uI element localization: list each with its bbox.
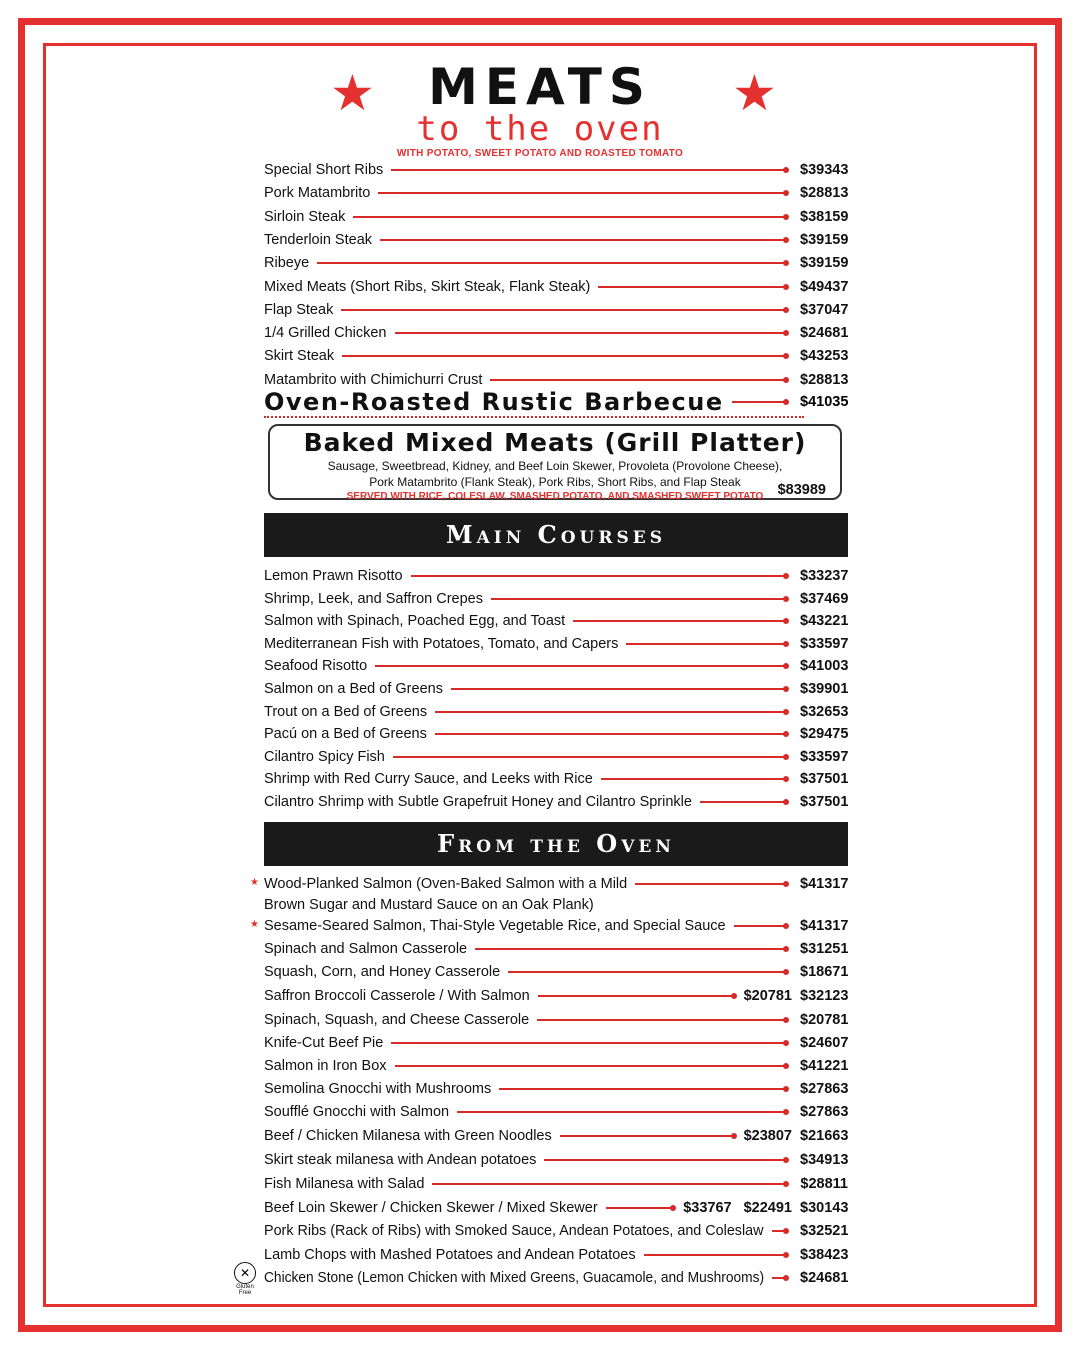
menu-item-price: $18671 bbox=[800, 964, 849, 980]
menu-item-row bbox=[264, 1101, 848, 1123]
menu-item-price: $38159 bbox=[800, 208, 849, 225]
menu-item-price: $49437 bbox=[800, 278, 849, 295]
menu-item-name: Lamb Chops with Mashed Potatoes and Andean Potatoes bbox=[264, 1247, 636, 1263]
menu-item-price: $28811 bbox=[800, 1176, 848, 1192]
menu-item-name-line2: Brown Sugar and Mustard Sauce on an Oak Plank) bbox=[264, 897, 594, 913]
menu-item-name: Flap Steak bbox=[264, 301, 334, 318]
leader-line bbox=[490, 379, 786, 381]
menu-item-row bbox=[264, 229, 848, 251]
gluten-free-icon: ✕ bbox=[234, 1262, 256, 1284]
menu-item-price: $31251 bbox=[800, 941, 849, 957]
menu-item-name: Trout on a Bed of Greens bbox=[264, 703, 428, 720]
menu-item-row bbox=[264, 1220, 848, 1242]
leader-line bbox=[573, 620, 786, 622]
menu-item-row bbox=[264, 1149, 848, 1171]
leader-line bbox=[626, 643, 786, 645]
menu-item-row bbox=[264, 1032, 848, 1054]
menu-item-price: $28813 bbox=[800, 185, 849, 202]
menu-item-row bbox=[264, 678, 848, 700]
menu-item-row bbox=[264, 655, 848, 677]
platter-desc-2: Pork Matambrito (Flank Steak), Pork Ribs, Short Ribs, and Flap Steak bbox=[369, 475, 741, 489]
menu-item-alt-price-2: $22491 bbox=[743, 1200, 792, 1216]
leader-line bbox=[457, 1111, 786, 1113]
menu-item-name: Shrimp, Leek, and Saffron Crepes bbox=[264, 590, 483, 607]
menu-item-row bbox=[264, 1173, 848, 1195]
menu-item-name: Salmon on a Bed of Greens bbox=[264, 681, 443, 697]
menu-item-alt-price: $33767 bbox=[683, 1200, 732, 1216]
menu-item-name: Saffron Broccoli Casserole / With Salmon bbox=[264, 988, 530, 1004]
menu-item-row bbox=[264, 1244, 848, 1266]
menu-item-row bbox=[264, 276, 848, 298]
menu-item-name: Pork Matambrito bbox=[264, 185, 371, 202]
leader-line bbox=[411, 575, 786, 577]
platter-price: $83989 bbox=[777, 482, 826, 498]
leader-line bbox=[353, 216, 786, 218]
menu-item-price: $32123 bbox=[800, 988, 849, 1004]
leader-line bbox=[380, 239, 786, 241]
menu-item-name: Skirt Steak bbox=[264, 348, 335, 365]
leader-line bbox=[544, 1159, 786, 1161]
section-script-title: to the oven bbox=[416, 109, 664, 149]
menu-item-row bbox=[264, 1078, 848, 1100]
menu-item-name: Chicken Stone (Lemon Chicken with Mixed Greens, Guacamole, and Mushrooms) bbox=[264, 1270, 765, 1286]
menu-item-price: $29475 bbox=[800, 726, 849, 743]
menu-item-row bbox=[264, 1125, 848, 1147]
menu-item-name: Seafood Risotto bbox=[264, 658, 368, 675]
leader-line bbox=[391, 169, 786, 171]
menu-item-row bbox=[264, 701, 848, 723]
menu-item-name: Wood-Planked Salmon (Oven-Baked Salmon with a Mild bbox=[264, 876, 628, 892]
leader-line bbox=[393, 756, 786, 758]
menu-item-row bbox=[264, 985, 848, 1007]
menu-item-name: Shrimp with Red Curry Sauce, and Leeks with Rice bbox=[264, 771, 593, 788]
menu-item-price: $20781 bbox=[800, 1012, 849, 1028]
leader-line bbox=[772, 1230, 786, 1232]
menu-item-name: Pacú on a Bed of Greens bbox=[264, 726, 427, 743]
leader-line bbox=[395, 332, 787, 334]
menu-item-price: $43253 bbox=[800, 348, 849, 365]
menu-item-price: $24681 bbox=[800, 325, 849, 342]
menu-item-name: Fish Milanesa with Salad bbox=[264, 1176, 425, 1192]
menu-item-price: $39159 bbox=[800, 255, 849, 272]
menu-item-row bbox=[264, 322, 848, 344]
menu-item-name: Spinach and Salmon Casserole bbox=[264, 941, 468, 957]
menu-item-name: Beef / Chicken Milanesa with Green Noodles bbox=[264, 1128, 552, 1144]
leader-line bbox=[317, 262, 786, 264]
leader-line bbox=[508, 971, 786, 973]
menu-item-row bbox=[264, 299, 848, 321]
menu-item-name: Ribeye bbox=[264, 255, 310, 272]
menu-item-name: Sesame-Seared Salmon, Thai-Style Vegetable Rice, and Special Sauce bbox=[264, 918, 726, 934]
menu-item-price: $24681 bbox=[800, 1270, 849, 1286]
menu-item-row bbox=[264, 1009, 848, 1031]
menu-item-price: $33237 bbox=[800, 568, 849, 584]
main-courses-banner: Main Courses bbox=[264, 513, 848, 557]
menu-item-name: Salmon with Spinach, Poached Egg, and Toast bbox=[264, 613, 566, 630]
menu-item-row bbox=[264, 791, 848, 813]
leader-line bbox=[378, 192, 786, 194]
menu-item-price: $37501 bbox=[800, 794, 849, 810]
section-title: MEATS bbox=[428, 58, 652, 116]
leader-line bbox=[435, 711, 786, 713]
menu-item-price: $37501 bbox=[800, 771, 849, 788]
menu-item-price: $43221 bbox=[800, 613, 849, 630]
leader-line bbox=[538, 995, 734, 997]
star-icon: ★ bbox=[250, 919, 259, 930]
menu-item-row bbox=[264, 938, 848, 960]
menu-item-row bbox=[264, 206, 848, 228]
menu-item-name: 1/4 Grilled Chicken bbox=[264, 325, 387, 342]
leader-line bbox=[499, 1088, 786, 1090]
menu-item-price: $33597 bbox=[800, 748, 849, 765]
menu-item-name: Sirloin Steak bbox=[264, 208, 346, 225]
leader-line bbox=[451, 688, 786, 690]
menu-item-row bbox=[264, 1267, 848, 1289]
menu-item-alt-price: $23807 bbox=[743, 1128, 792, 1144]
section-subtitle: WITH POTATO, SWEET POTATO AND ROASTED TOMATO bbox=[396, 148, 684, 159]
leader-line bbox=[601, 778, 786, 780]
gluten-free-badge bbox=[232, 1262, 258, 1296]
menu-item-name: Cilantro Spicy Fish bbox=[264, 748, 385, 765]
leader-line bbox=[635, 883, 786, 885]
leader-line bbox=[700, 801, 786, 803]
leader-line bbox=[391, 1042, 786, 1044]
leader-line bbox=[732, 401, 786, 403]
menu-item-name: Cilantro Shrimp with Subtle Grapefruit Honey and Cilantro Sprinkle bbox=[264, 794, 692, 810]
menu-item-row bbox=[264, 915, 848, 937]
leader-line bbox=[537, 1019, 786, 1021]
menu-item-row bbox=[264, 588, 848, 610]
menu-item-name: Mediterranean Fish with Potatoes, Tomato, and Capers bbox=[264, 635, 619, 652]
leader-line bbox=[772, 1277, 786, 1279]
menu-item-row bbox=[264, 345, 848, 367]
menu-item-price: $28813 bbox=[800, 371, 849, 388]
menu-item-name: Spinach, Squash, and Cheese Casserole bbox=[264, 1012, 530, 1028]
menu-item-row bbox=[264, 873, 848, 895]
leader-line bbox=[395, 1065, 786, 1067]
platter-title: Baked Mixed Meats (Grill Platter) bbox=[303, 428, 807, 457]
leader-line bbox=[375, 665, 786, 667]
platter-desc-1: Sausage, Sweetbread, Kidney, and Beef Loin Skewer, Provoleta (Provolone Cheese), bbox=[327, 459, 783, 473]
leader-line bbox=[606, 1207, 674, 1209]
star-icon-right: ★ bbox=[732, 65, 777, 121]
menu-item-name: Salmon in Iron Box bbox=[264, 1058, 387, 1074]
dotted-underline bbox=[264, 416, 804, 418]
menu-item-price: $32521 bbox=[800, 1223, 849, 1239]
menu-item-alt-price: $20781 bbox=[743, 988, 792, 1004]
leader-line bbox=[598, 286, 786, 288]
menu-item-name: Lemon Prawn Risotto bbox=[264, 568, 403, 584]
menu-item-row bbox=[264, 961, 848, 983]
leader-line bbox=[342, 355, 786, 357]
menu-item-price: $27863 bbox=[800, 1104, 849, 1120]
menu-item-row bbox=[264, 182, 848, 204]
menu-item-name: Beef Loin Skewer / Chicken Skewer / Mixed Skewer bbox=[264, 1200, 598, 1216]
menu-item-row bbox=[264, 159, 848, 181]
leader-line bbox=[644, 1254, 786, 1256]
menu-item-price: $27863 bbox=[800, 1081, 849, 1097]
menu-item-name: Mixed Meats (Short Ribs, Skirt Steak, Flank Steak) bbox=[264, 278, 591, 295]
platter-box bbox=[268, 424, 842, 500]
menu-item-row bbox=[264, 610, 848, 632]
menu-item-name: Special Short Ribs bbox=[264, 162, 384, 178]
menu-item-price: $32653 bbox=[800, 703, 849, 720]
menu-item-row bbox=[264, 1055, 848, 1077]
leader-line bbox=[491, 598, 786, 600]
leader-line bbox=[560, 1135, 734, 1137]
from-oven-banner: From the Oven bbox=[264, 822, 848, 866]
menu-item-row bbox=[264, 723, 848, 745]
menu-header bbox=[0, 60, 1080, 159]
menu-item-price: $37469 bbox=[800, 590, 849, 607]
menu-item-name: Semolina Gnocchi with Mushrooms bbox=[264, 1081, 492, 1097]
gluten-free-label: Gluten Free bbox=[236, 1284, 254, 1296]
leader-line bbox=[432, 1183, 786, 1185]
star-icon-left: ★ bbox=[330, 65, 375, 121]
menu-item-name: Skirt steak milanesa with Andean potatoes bbox=[264, 1152, 537, 1168]
menu-item-price: $41317 bbox=[800, 876, 849, 892]
menu-item-row bbox=[264, 565, 848, 587]
menu-item-price: $41221 bbox=[800, 1058, 849, 1074]
menu-item-price: $39343 bbox=[800, 162, 849, 178]
menu-item-row bbox=[264, 746, 848, 768]
menu-item-name: Soufflé Gnocchi with Salmon bbox=[264, 1104, 450, 1120]
menu-item-row bbox=[264, 1197, 848, 1219]
menu-item-price: $34913 bbox=[800, 1152, 849, 1168]
platter-served: SERVED WITH RICE, COLESLAW, SMASHED POTATO, AND SMASHED SWEET POTATO bbox=[346, 491, 764, 502]
menu-item-price: $30143 bbox=[800, 1200, 849, 1216]
barbecue-row bbox=[264, 388, 848, 416]
menu-item-price: $41003 bbox=[800, 658, 849, 675]
menu-item-name: Pork Ribs (Rack of Ribs) with Smoked Sauce, Andean Potatoes, and Coleslaw bbox=[264, 1223, 764, 1239]
menu-item-price: $21663 bbox=[800, 1128, 849, 1144]
leader-line bbox=[435, 733, 786, 735]
menu-item-price: $39901 bbox=[800, 681, 849, 697]
star-icon: ★ bbox=[250, 877, 259, 888]
menu-item-price: $37047 bbox=[800, 301, 849, 318]
menu-item-name: Squash, Corn, and Honey Casserole bbox=[264, 964, 501, 980]
barbecue-name: Oven-Roasted Rustic Barbecue bbox=[264, 388, 724, 416]
menu-item-name: Knife-Cut Beef Pie bbox=[264, 1035, 384, 1051]
menu-item-price: $41317 bbox=[800, 918, 849, 934]
menu-item-row bbox=[264, 633, 848, 655]
menu-item-price: $33597 bbox=[800, 635, 849, 652]
menu-item-name: Tenderloin Steak bbox=[264, 231, 373, 248]
leader-line bbox=[475, 948, 786, 950]
leader-line bbox=[341, 309, 786, 311]
menu-item-row bbox=[264, 768, 848, 790]
menu-item-price: $38423 bbox=[800, 1247, 849, 1263]
menu-item-price: $24607 bbox=[800, 1035, 849, 1051]
menu-item-row-continued bbox=[264, 894, 848, 916]
menu-item-row bbox=[264, 252, 848, 274]
menu-item-name: Matambrito with Chimichurri Crust bbox=[264, 371, 483, 388]
barbecue-price: $41035 bbox=[800, 394, 849, 410]
menu-item-price: $39159 bbox=[800, 231, 849, 248]
leader-line bbox=[734, 925, 786, 927]
